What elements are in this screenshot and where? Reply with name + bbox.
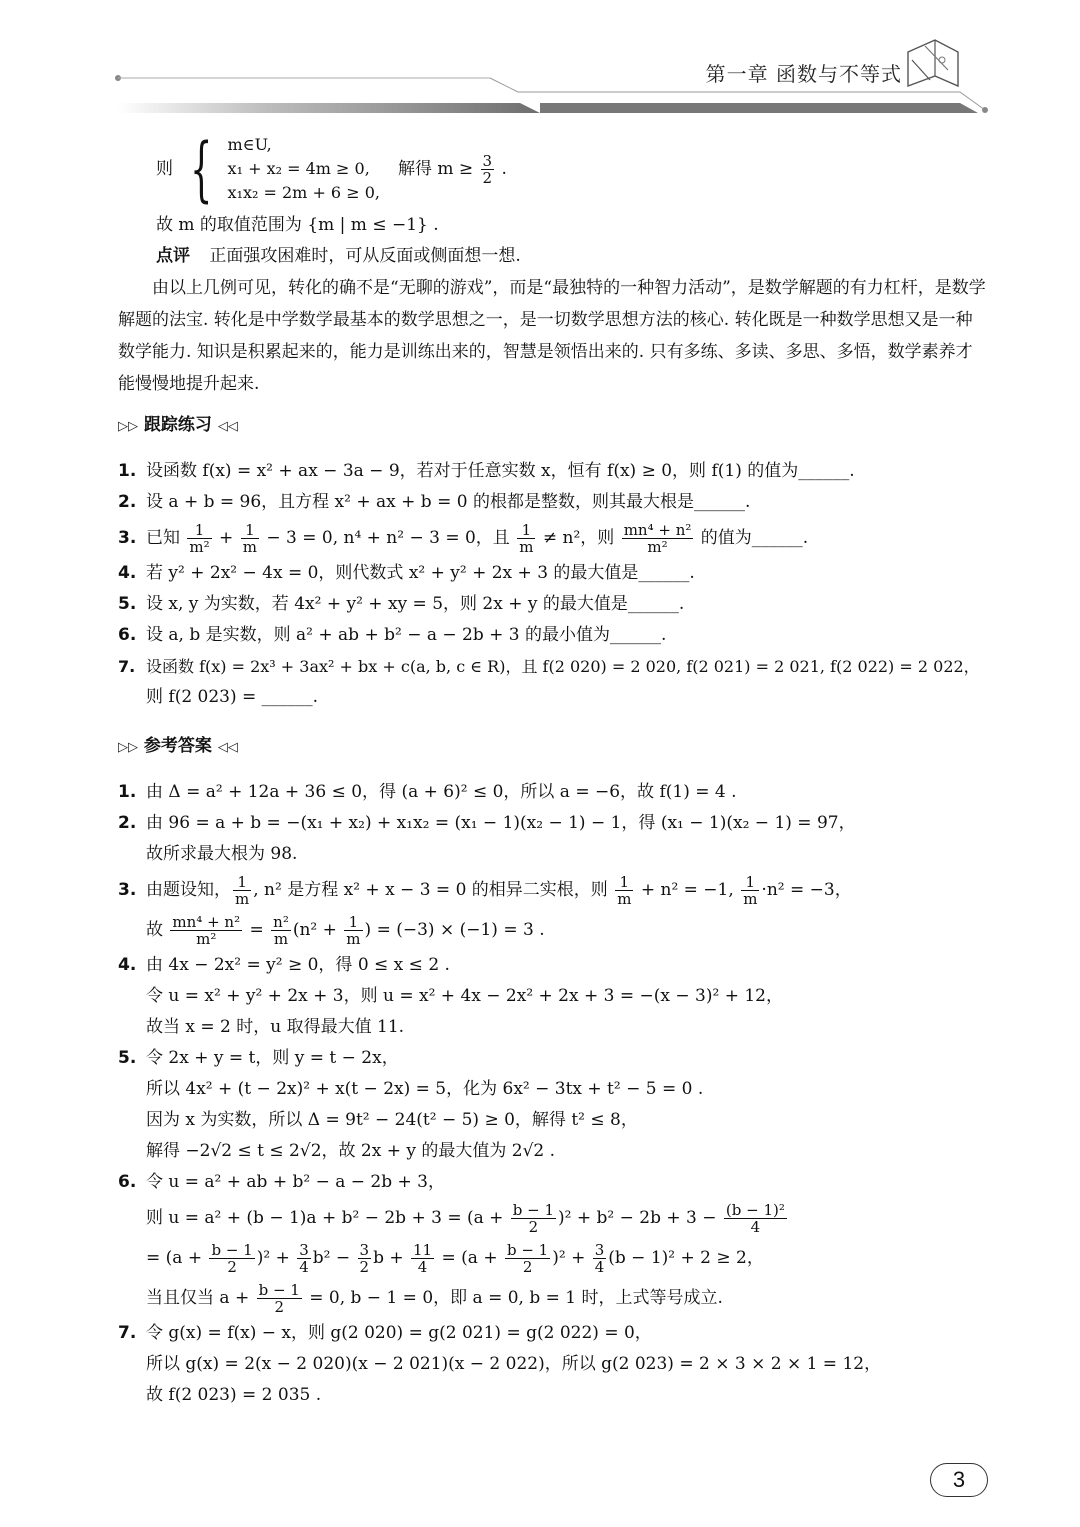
text-part: =: [244, 920, 270, 940]
fraction: [481, 153, 495, 186]
item-continuation: 则 f(2 023) = ______.: [146, 687, 319, 707]
answer-line: 故所求最大根为 98.: [146, 844, 298, 864]
numerator: 3: [482, 151, 493, 170]
answer-line: 令 g(x) = f(x) − x，则 g(2 020) = g(2 021) = g(2 022) = 0，: [146, 1323, 652, 1343]
item-number: 2.: [118, 813, 137, 833]
answer-line: 令 u = x² + y² + 2x + 3，则 u = x² + 4x − 2x² + 2x + 3 = −(x − 3)² + 12，: [146, 986, 783, 1006]
numerator: 1: [233, 874, 251, 891]
fraction: [257, 1282, 302, 1315]
item-text: [146, 518, 808, 558]
denominator: 4: [299, 1258, 309, 1276]
text-part: = (a +: [146, 1248, 208, 1268]
arrow-left-icon: ◁◁: [217, 740, 238, 755]
item-number: 7.: [118, 1323, 137, 1343]
item-number: 1.: [118, 461, 137, 481]
page-number: 3: [930, 1463, 988, 1497]
practice-item: [118, 456, 988, 487]
answer-line: [118, 1198, 988, 1238]
practice-item: [118, 558, 988, 589]
denominator: m: [235, 890, 250, 908]
answer-line: [118, 1238, 988, 1278]
denominator: m²: [647, 538, 668, 556]
answer-line: 令 u = a² + ab + b² − a − 2b + 3，: [146, 1172, 445, 1192]
numerator: 1: [517, 522, 535, 539]
left-brace: {: [190, 128, 213, 210]
denominator: m²: [196, 930, 217, 948]
numerator: 1: [187, 522, 211, 539]
condition-system: [118, 128, 988, 210]
answer-line: 由 4x − 2x² = y² ≥ 0，得 0 ≤ x ≤ 2 .: [146, 955, 450, 975]
text-part: ·n² = −3，: [761, 880, 852, 900]
text-part: b +: [373, 1248, 409, 1268]
answer-item: [118, 1318, 988, 1349]
item-number: 6.: [118, 1172, 137, 1192]
numerator: 11: [413, 1241, 433, 1259]
denominator: 4: [750, 1218, 761, 1236]
practice-item: [118, 620, 988, 651]
item-number: 3.: [118, 528, 137, 548]
fraction: [209, 1242, 254, 1275]
numerator: 1: [615, 874, 633, 891]
fraction: [411, 1242, 434, 1275]
numerator: 3: [299, 1241, 309, 1259]
system-line: x₁x₂ = 2m + 6 ≥ 0,: [227, 183, 380, 202]
system-lines: [228, 133, 380, 205]
item-number: 5.: [118, 1048, 137, 1068]
fraction: [593, 1242, 607, 1275]
denominator: 2: [522, 1258, 533, 1276]
text-part: 当且仅当 a +: [146, 1288, 255, 1308]
answer-line: 所以 g(x) = 2(x − 2 020)(x − 2 021)(x − 2 022)，所以 g(2 023) = 2 × 3 × 2 × 1 = 12，: [146, 1354, 882, 1374]
numerator: 1: [344, 914, 362, 931]
practice-title: [118, 410, 988, 442]
numerator: b − 1: [506, 1241, 549, 1259]
practice-item: [118, 651, 988, 682]
practice-title-text: 跟踪练习: [143, 415, 212, 435]
text-part: 已知: [146, 528, 186, 548]
ze-label: 则: [156, 158, 173, 179]
numerator: 3: [594, 1241, 605, 1259]
answer-line: [118, 1278, 988, 1318]
denominator: m: [242, 538, 257, 556]
answer-line: 由 Δ = a² + 12a + 36 ≤ 0，得 (a + 6)² ≤ 0，所以 a = −6，故 f(1) = 4 .: [146, 782, 737, 802]
item-text: 设函数 f(x) = x² + ax − 3a − 9，若对于任意实数 x，恒有 f(x) ≥ 0，则 f(1) 的值为______.: [146, 461, 855, 481]
text-part: 由题设知，: [146, 880, 231, 900]
denominator: m: [346, 930, 361, 948]
period: .: [501, 158, 507, 179]
fraction: [505, 1242, 550, 1275]
fraction: [622, 522, 694, 555]
numerator: 3: [359, 1241, 370, 1259]
practice-item: [118, 487, 988, 518]
item-text: 设函数 f(x) = 2x³ + 3ax² + bx + c(a, b, c ∈ R)，且 f(2 020) = 2 020, f(2 021) = 2 021, f(2 022) = 2 022，: [146, 657, 980, 676]
arrow-left-icon: ◁◁: [217, 419, 238, 434]
denominator: m: [743, 890, 758, 908]
header-decoration: [0, 0, 1080, 130]
denominator: 4: [594, 1258, 605, 1276]
denominator: m: [519, 538, 534, 556]
numerator: mn⁴ + n²: [172, 913, 241, 931]
answer-item: [118, 870, 988, 910]
answers-title-text: 参考答案: [143, 736, 212, 756]
item-number: 7.: [118, 657, 136, 676]
fraction: [511, 1202, 556, 1235]
text-part: 则 u = a² + (b − 1)a + b² − 2b + 3 = (a +: [146, 1208, 509, 1228]
text-part: (n² +: [292, 920, 343, 940]
denominator: 4: [417, 1258, 428, 1276]
fraction: [724, 1202, 787, 1235]
solve-text: 解得 m ≥: [397, 158, 479, 179]
text-part: )² +: [552, 1248, 591, 1268]
item-number: 4.: [118, 563, 137, 583]
denominator: 2: [528, 1218, 539, 1236]
solve-result: [398, 153, 507, 186]
answer-item: [118, 1043, 988, 1074]
summary-paragraph: 由以上几例可见，转化的确不是“无聊的游戏”，而是“最独特的一种智力活动”，是数学解题的有力杠杆，是数学解题的法宝. 转化是中学数学最基本的数学思想之一，是一切数学思想方法的核心. 转化既是一种数学思想又是一种数学能力. 知识是积累起来的，能力是训练出来的，智慧是领悟出来的. 只有多练、多读、多思、多悟，数学素养才能慢慢地提升起来.: [118, 278, 986, 394]
practice-item: [118, 518, 988, 558]
answer-line: 所以 4x² + (t − 2x)² + x(t − 2x) = 5，化为 6x² − 3tx + t² − 5 = 0 .: [146, 1079, 704, 1099]
numerator: n²: [273, 913, 289, 931]
system-line: x₁ + x₂ = 4m ≥ 0,: [227, 159, 370, 178]
text-part: + n² = −1,: [635, 880, 740, 900]
fraction: [517, 522, 535, 555]
item-text: 设 a, b 是实数，则 a² + ab + b² − a − 2b + 3 的最小值为______.: [146, 625, 667, 645]
fraction: [358, 1242, 372, 1275]
item-text: 设 a + b = 96，且方程 x² + ax + b = 0 的根都是整数，则其最大根是______.: [146, 492, 751, 512]
text-part: = (a +: [436, 1248, 503, 1268]
item-number: 6.: [118, 625, 137, 645]
book-ruler-icon: [908, 40, 958, 86]
arrow-right-icon: ▷▷: [118, 740, 138, 755]
item-number: 1.: [118, 782, 137, 802]
answer-item: [118, 1167, 988, 1198]
fraction: [297, 1242, 311, 1275]
fraction: [741, 874, 759, 907]
text-part: 故: [146, 920, 169, 940]
numerator: b − 1: [512, 1201, 555, 1219]
text-part: − 3 = 0, n⁴ + n² − 3 = 0，且: [260, 528, 516, 548]
denominator: m: [617, 890, 632, 908]
comment-line: [118, 241, 988, 272]
denominator: m: [273, 930, 289, 948]
text-part: , n² 是方程 x² + x − 3 = 0 的相异二实根，则: [253, 880, 614, 900]
answer-line: 令 2x + y = t，则 y = t − 2x，: [146, 1048, 399, 1068]
item-text: 设 x, y 为实数，若 4x² + y² + xy = 5，则 2x + y 的最大值是______.: [146, 594, 685, 614]
numerator: b − 1: [211, 1241, 253, 1259]
answer-line: 由 96 = a + b = −(x₁ + x₂) + x₁x₂ = (x₁ − 1)(x₂ − 1) − 1，得 (x₁ − 1)(x₂ − 1) = 97，: [146, 813, 856, 833]
range-line: 故 m 的取值范围为 {m | m ≤ −1} .: [156, 215, 439, 235]
text-part: ) = (−3) × (−1) = 3 .: [364, 920, 545, 940]
fraction: [344, 914, 362, 947]
comment-text: 正面强攻困难时，可从反面或侧面想一想.: [209, 246, 521, 266]
main-content: [118, 128, 988, 1411]
numerator: b − 1: [258, 1281, 300, 1299]
text-part: 的值为______.: [695, 528, 809, 548]
item-text: 若 y² + 2x² − 4x = 0，则代数式 x² + y² + 2x + 3 的最大值是______.: [146, 563, 695, 583]
answer-line: 解得 −2√2 ≤ t ≤ 2√2，故 2x + y 的最大值为 2√2 .: [146, 1141, 556, 1161]
text-part: )² +: [256, 1248, 296, 1268]
numerator: 1: [241, 522, 259, 539]
denominator: 2: [482, 168, 493, 187]
answer-line: 因为 x 为实数，所以 Δ = 9t² − 24(t² − 5) ≥ 0，解得 t² ≤ 8，: [146, 1110, 638, 1130]
fraction: [233, 874, 251, 907]
answers-title: [118, 731, 988, 763]
item-number: 4.: [118, 955, 137, 975]
denominator: 2: [227, 1258, 237, 1276]
answer-line: [118, 910, 988, 950]
text-part: b² −: [312, 1248, 356, 1268]
text-part: (b − 1)² + 2 ≥ 2，: [608, 1248, 764, 1268]
denominator: 2: [274, 1298, 284, 1316]
fraction: [615, 874, 633, 907]
denominator: m²: [189, 538, 210, 556]
answer-item: [118, 950, 988, 981]
item-number: 3.: [118, 880, 137, 900]
page-header: [0, 0, 1080, 130]
item-number: 2.: [118, 492, 137, 512]
fraction: [271, 914, 291, 947]
arrow-right-icon: ▷▷: [118, 419, 138, 434]
item-number: 5.: [118, 594, 137, 614]
denominator: 2: [359, 1258, 370, 1276]
practice-item: [118, 589, 988, 620]
answer-line: [146, 870, 852, 910]
answer-line: 故 f(2 023) = 2 035 .: [146, 1385, 322, 1405]
text-part: +: [213, 528, 239, 548]
text-part: = 0, b − 1 = 0，即 a = 0, b = 1 时，上式等号成立.: [303, 1288, 723, 1308]
fraction: [187, 522, 211, 555]
text-part: ≠ n²，则: [537, 528, 620, 548]
answer-item: [118, 808, 988, 839]
answer-item: [118, 777, 988, 808]
answer-line: 故当 x = 2 时，u 取得最大值 11.: [146, 1017, 405, 1037]
text-part: )² + b² − 2b + 3 −: [558, 1208, 722, 1228]
system-line: m∈U,: [227, 135, 272, 154]
numerator: mn⁴ + n²: [623, 521, 692, 539]
numerator: 1: [741, 874, 759, 891]
numerator: (b − 1)²: [725, 1201, 785, 1219]
fraction: [170, 914, 242, 947]
chapter-title: 第一章 函数与不等式: [705, 62, 902, 86]
comment-label: 点评: [156, 246, 190, 266]
fraction: [241, 522, 259, 555]
